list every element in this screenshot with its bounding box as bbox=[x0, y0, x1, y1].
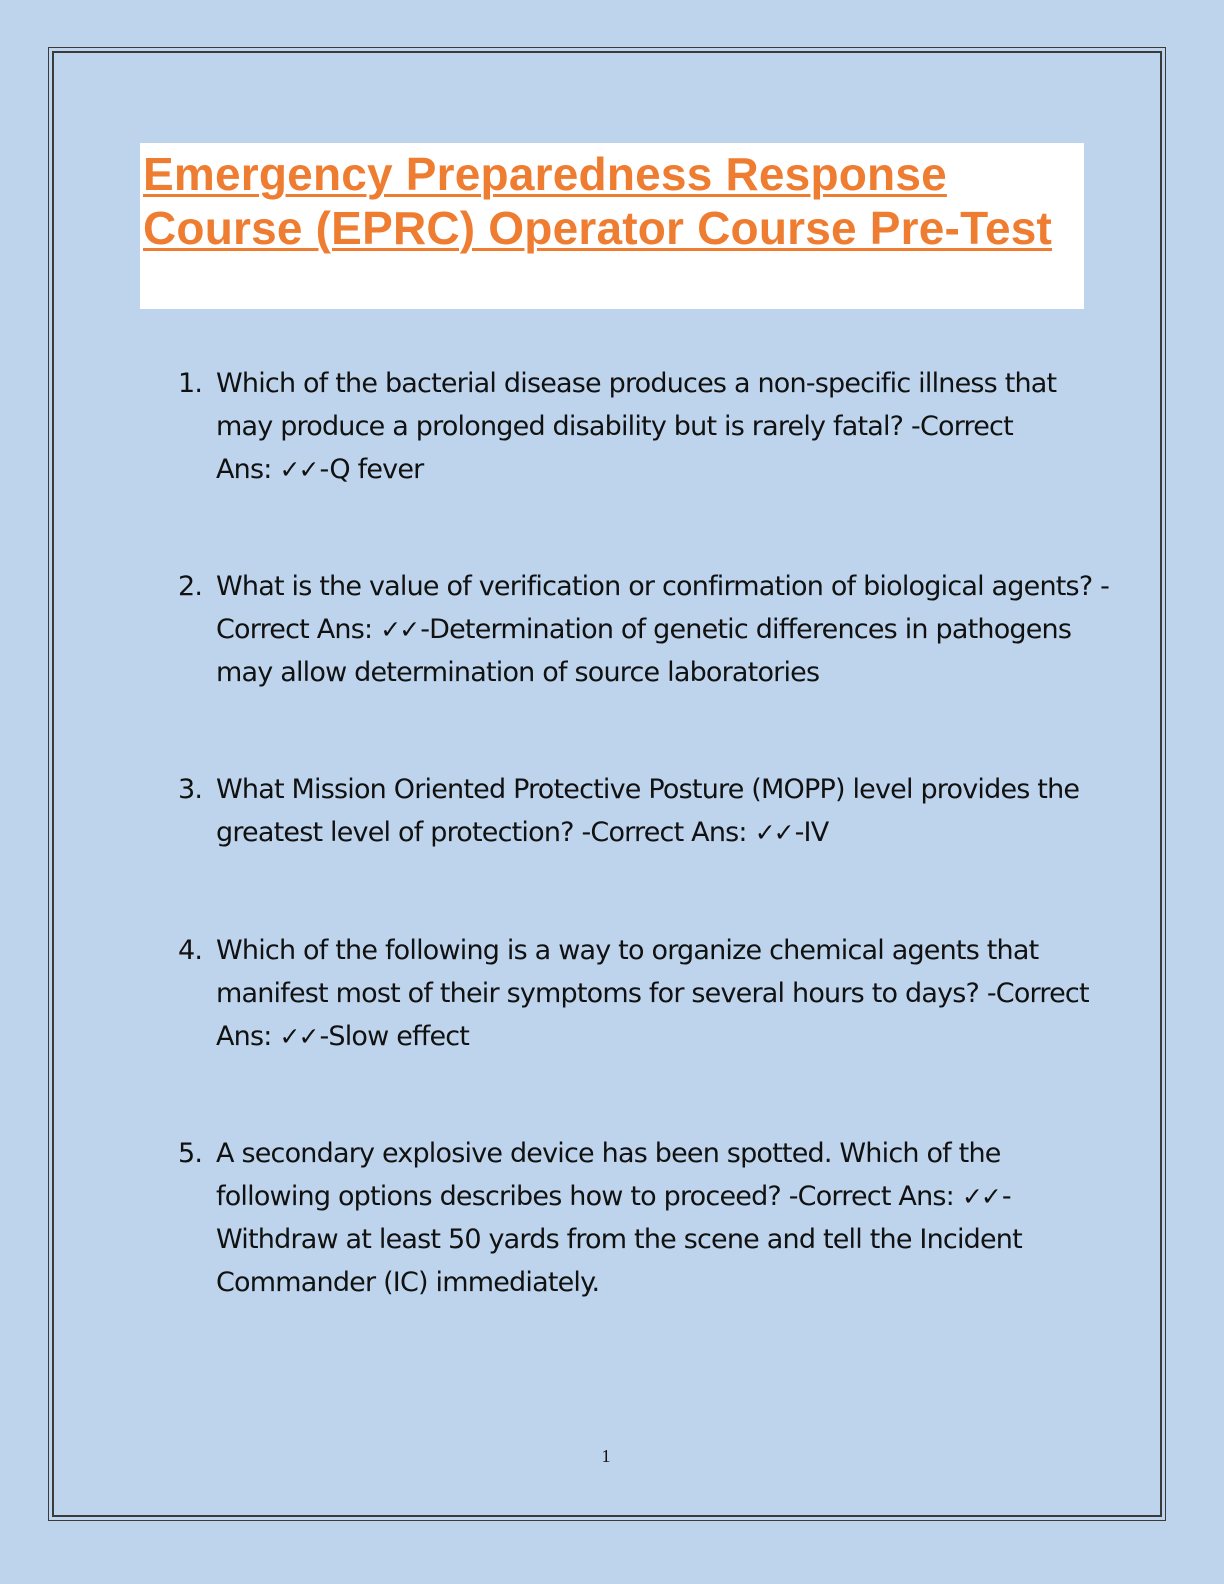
question-item-5 bbox=[178, 1132, 1116, 1304]
title-box bbox=[140, 143, 1084, 309]
question-number: 2. bbox=[178, 571, 203, 602]
question-number: 5. bbox=[178, 1138, 203, 1169]
question-item-3 bbox=[178, 768, 1116, 854]
answer-text: -Q fever bbox=[319, 454, 424, 485]
double-check-icon: ✓✓ bbox=[961, 1182, 1000, 1211]
answer-text: -Determination of genetic differences in pathogens may allow determination of source laboratories bbox=[216, 614, 1072, 688]
answer-text: -Slow effect bbox=[319, 1021, 470, 1052]
double-check-icon: ✓✓ bbox=[754, 818, 793, 847]
double-check-icon: ✓✓ bbox=[279, 1022, 318, 1051]
question-number: 4. bbox=[178, 935, 203, 966]
question-text: A secondary explosive device has been spotted. Which of the following options describes how to proceed? -Correct Ans: bbox=[216, 1138, 1001, 1212]
page-number: 1 bbox=[601, 1446, 611, 1466]
double-check-icon: ✓✓ bbox=[279, 455, 318, 484]
question-item-1 bbox=[178, 362, 1116, 491]
question-item-4 bbox=[178, 929, 1116, 1058]
question-text: Which of the following is a way to organize chemical agents that manifest most of their symptoms for several hours to days? -Correct Ans: bbox=[216, 935, 1089, 1052]
question-item-2 bbox=[178, 565, 1116, 694]
question-number: 1. bbox=[178, 368, 203, 399]
question-text: Which of the bacterial disease produces a non-specific illness that may produce a prolonged disability but is rarely fatal? -Correct Ans: bbox=[216, 368, 1057, 485]
question-text: What Mission Oriented Protective Posture (MOPP) level provides the greatest level of protection? -Correct Ans: bbox=[216, 774, 1080, 848]
double-check-icon: ✓✓ bbox=[380, 615, 419, 644]
question-text: What is the value of verification or confirmation of biological agents? -Correct Ans: bbox=[216, 571, 1110, 645]
question-number: 3. bbox=[178, 774, 203, 805]
answer-text: -Withdraw at least 50 yards from the scene and tell the Incident Commander (IC) immediately. bbox=[216, 1181, 1022, 1298]
document-title: Emergency Preparedness Response Course (EPRC) Operator Course Pre-Test bbox=[143, 148, 1053, 254]
answer-text: -IV bbox=[794, 817, 829, 848]
